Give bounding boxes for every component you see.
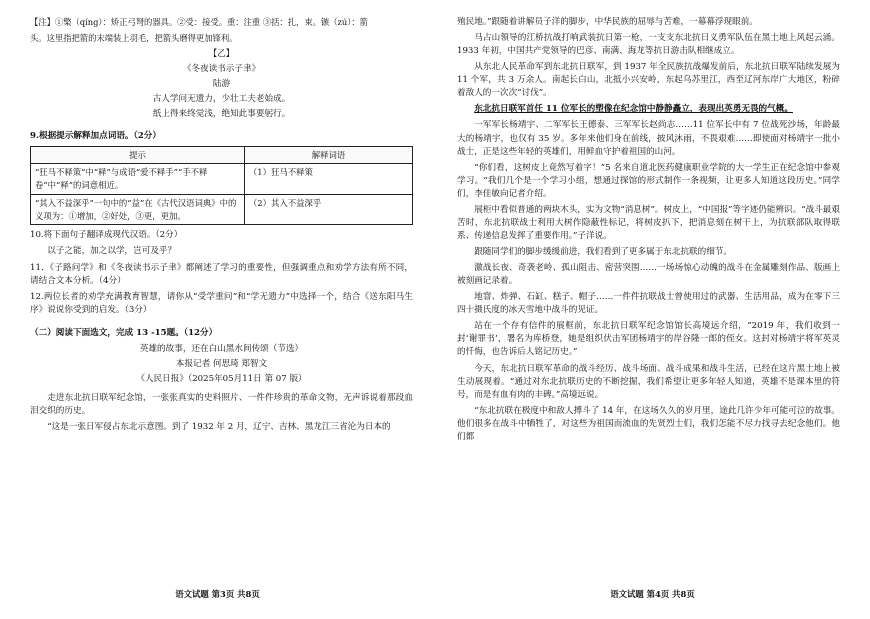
question-12: 12.两位长者的劝学充满教育智慧，请你从“受学重问”和“学无遗力”中选择一个，结合《送东阳马生序》说说你受到的启发。（3分） [30, 291, 413, 315]
article-paragraph: “这是一张日军侵占东北示意图。到了 1932 年 2 月，辽宁、吉林、黑龙江三省沦为日本的 [47, 422, 391, 433]
page-footer: 语文试题 第4页 共8页 [610, 589, 695, 600]
article-title: 英雄的故事，还在白山黑水间传颂（节选） [139, 343, 304, 354]
right-page [435, 0, 870, 619]
table-cell-item: （2）其入不益深乎 [244, 194, 412, 225]
poem-line: 古人学问无遗力，少壮工夫老始成。 [152, 94, 291, 105]
article-paragraph: 从东北人民革命军到东北抗日联军，到 1937 年全民族抗战爆发前后，东北抗日联军陆续发展为 11 个军，共 3 万余人。南起长白山，北抵小兴安岭，东起乌苏里江，西至辽河东岸广大地区，粉碎着敌人的一次次“讨伐”。 [457, 62, 840, 99]
article-paragraph: 地窨、炸弹、石缸、糕子、帽子……一件件抗联战士曾使用过的武器、生活用品，成为在零下三四十摄氏度的冰天雪地中战斗的见证。 [457, 292, 840, 316]
table-row [31, 164, 413, 195]
article-paragraph: 今天，东北抗日联军革命的战斗经历、战斗场面、战斗成果和战斗生活，已经在这片黑土地上被生动展现着。“通过对东北抗联历史的不断挖掘，我们希望让更多年轻人知道，英雄不是课本里的符号，而是有血有肉的丰碑。”高境远说。 [457, 363, 840, 400]
question-11: 11．《子路问学》和《冬夜读书示子聿》都阐述了学习的重要性，但强调重点和劝学方法有所不同，请结合文本分析。（4分） [30, 262, 413, 286]
section-heading: （二）阅读下面选文，完成 13 -15题。（12分） [30, 327, 218, 338]
poem-author: 陆游 [212, 79, 231, 90]
question-10: 10.将下面句子翻译成现代汉语。（2分） [30, 230, 183, 241]
article-source: 《人民日报》（2025年05月11日 第 07 版） [136, 373, 307, 384]
article-paragraph: 跟随同学们的脚步缓缓前进，我们看到了更多属于东北抗联的细节。 [474, 247, 733, 257]
article-paragraph: 走进东北抗日联军纪念馆，一张张真实的史料照片、一件件珍贵的革命文物，无声诉说着那段血泪交织的历史。 [30, 393, 413, 417]
article-paragraph: 站在一个存有信件的展框前，东北抗日联军纪念馆馆长高境远介绍，“2019 年，我们收到一封‘谢罪书’，署名为库桥登，她是组织伏击军团杨靖宇的岸谷隆一郎的侄女。这封对杨靖宇将军英灵的忏悔，也告诉后人铭记历史。” [457, 321, 840, 358]
poem-marker: 【乙】 [208, 49, 235, 60]
article-paragraph: “东北抗联在极度中和敌人搏斗了 14 年，在这场久久的岁月里，途此几许少年可能可泣的故事。他们很多在战斗中牺牲了，对这些为祖国而流血的先贤烈士们，我们怎能不尽力找寻去纪念他们。他们都 [457, 405, 840, 442]
annotation-note: 【注】①檠（qíng）：矫正弓弩的器具。②受：接受。重：注重 ③括：扎，束。镞（zú）：箭 [30, 17, 368, 27]
table-row [31, 194, 413, 225]
page-footer: 语文试题 第3页 共8页 [175, 589, 260, 600]
annotation-note-cont: 头。这里指把箭的末端装上羽毛，把箭头磨得更加锋利。 [30, 32, 238, 43]
article-reporters: 本报记者 何思琦 郑智文 [175, 358, 268, 369]
poem-line: 纸上得来终觉浅，绝知此事要躬行。 [152, 109, 291, 120]
poem-title: 《冬夜读书示子聿》 [182, 64, 261, 75]
article-paragraph: 展柜中看似普通的两块木头，实为文物“消息树”。树皮上，“中国报”等字迹仍能辨识。“战斗最艰苦时，东北抗联战士利用大树作隐蔽性标记，将树皮扒下，把消息刻在树干上，为抗联部队取得联系、传递信息发挥了重要作用。”子洋说。 [457, 204, 840, 241]
table-header-row [31, 146, 413, 164]
table-cell-item: （1）狂马不释策 [244, 164, 412, 195]
vocab-table [30, 146, 413, 226]
table-cell-hint: “狂马不释策”中“释”与成语“爱不释手”“手不释卷”中“释”的词意相近。 [31, 164, 245, 195]
question-9: 9.根据提示解释加点词语。（2分） [30, 130, 161, 141]
article-paragraph: 殖民地。”跟随着讲解员子洋的脚步，中华民族的屈辱与苦难，一幕幕浮现眼前。 [457, 17, 758, 27]
question-10-sentence: 以子之能，加之以学，岂可及乎？ [47, 246, 177, 257]
table-header-hint: 提示 [31, 146, 245, 164]
article-paragraph: 一军军长杨靖宇、二军军长王德泰、三军军长赵尚志……11 位军长中有 7 位战死沙场，年龄最大的杨靖宇，也仅有 35 岁。多年来他们身在前线，披风沐雨，不畏艰难……即使面对杨靖宇一批小战士，正是这些年轻的英雄们，用鲜血守护着祖国的山河。 [457, 120, 840, 157]
article-paragraph: 激战长夜、奇袭老岭、孤山阻击、密营突围……一场场惊心动魄的战斗在金属雕刻作品、版画上被刻画记录着。 [457, 263, 840, 287]
underlined-sentence: 东北抗日联军首任 11 位军长的塑像在纪念馆中静静矗立，表现出英勇无畏的气概。 [474, 104, 793, 115]
article-paragraph: 马占山領导的江桥抗战打响武装抗日第一枪，一支支东北抗日义勇军队伍在黑土地上风起云涌。1933 年初，中国共产党领导的巴彦、南满、海龙等抗日游击队相继成立。 [457, 33, 840, 57]
article-paragraph: “你们看，这树皮上竟然写着字！”5 名来自道北医药健康职业学院的大一学生正在纪念馆中参观学习。“我们几个是一个学习小组，想通过探馆的形式制作一条视频，让更多人知道这段历史。”同学们，李佳敏向记者介绍。 [457, 162, 840, 199]
table-cell-hint: “其入不益深乎”一句中的“益”在《古代汉语词典》中的义项为：①增加，②好处，③更，更加。 [31, 194, 245, 225]
table-header-explain: 解释词语 [244, 146, 412, 164]
